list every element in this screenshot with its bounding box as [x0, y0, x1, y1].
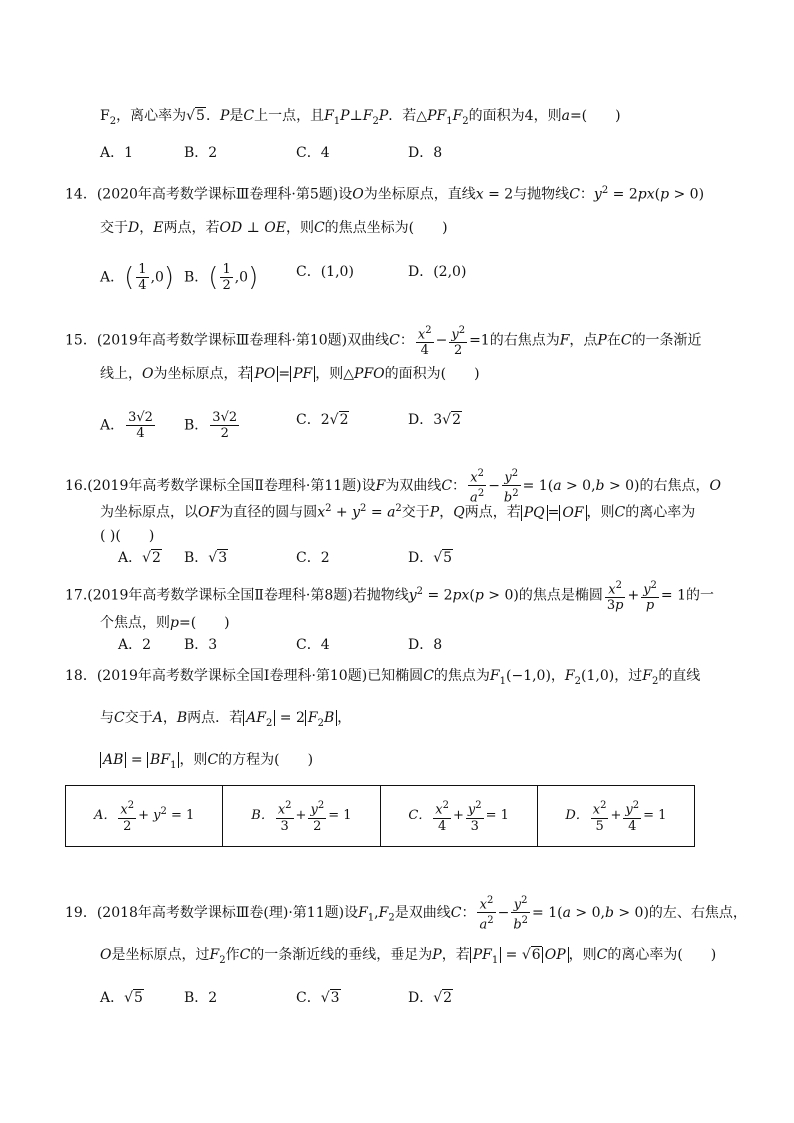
q14-option-d[interactable]: D．(2,0) — [408, 264, 467, 280]
q19-option-a[interactable]: A．√5 — [100, 990, 143, 1006]
q13-option-b[interactable]: B．2 — [184, 145, 218, 161]
q13-option-a[interactable]: A．1 — [100, 145, 134, 161]
q18-stem-line3: AB = $BF_1$ ，则C的方程为( ) — [100, 750, 313, 776]
q17-stem-line2: 个焦点，则p=( ) — [100, 615, 230, 631]
q19-option-c[interactable]: C．√3 — [296, 990, 340, 1006]
q19-option-d[interactable]: D．√2 — [408, 990, 453, 1006]
q16-stem-line1: 16.(2019年高考数学课标全国Ⅱ卷理科·第11题)设F为双曲线C： $\frac{x^2}{a^2}$ − $\frac{y^2}{b^2}$ = 1(a > 0,b > 0)的右焦点，O — [65, 468, 721, 506]
q14-stem-line2: 交于D，E两点，若OD ⊥ OE，则C的焦点坐标为( ) — [100, 220, 448, 236]
q16-option-d[interactable]: D．√5 — [408, 550, 453, 566]
q17-option-a[interactable]: A．2 — [118, 637, 152, 653]
q19-option-b[interactable]: B．2 — [184, 990, 218, 1006]
q15-option-d[interactable]: D．3√2 — [408, 412, 461, 428]
q18-stem-line2: 与C交于A，B两点．若 $AF_2 = 2$ $F_2B$ ， — [100, 710, 352, 729]
q18-option-a[interactable]: A． $\frac{x^2}{2}$ + $y^2 = 1$ — [66, 786, 223, 847]
q15-option-a[interactable]: A． $\frac{3√2}{4}$ — [100, 410, 153, 441]
q18-option-b[interactable]: B． $\frac{x^2}{3}$ + $\frac{y^2}{2}$ = 1 — [223, 786, 380, 847]
q15-option-b[interactable]: B． $\frac{3√2}{2}$ — [184, 410, 238, 441]
q14-option-c[interactable]: C．(1,0) — [296, 264, 354, 280]
q17-option-b[interactable]: B．3 — [184, 637, 218, 653]
q19-stem-line2: O是坐标原点，过$F_2$作C的一条渐近线的垂线，垂足为P，若 $PF_1 = √6$ OP ，则C的离心率为( ) — [100, 947, 717, 966]
q13-stem: $F_2$，离心率为√5．P是C上一点，且$F_1P\perp F_2P$．若$\triangle PF_1F_2$的面积为4，则a=( ) — [100, 108, 621, 127]
q16-option-b[interactable]: B．√3 — [184, 550, 228, 566]
q17-option-d[interactable]: D．8 — [408, 637, 443, 653]
q18-option-d[interactable]: D． $\frac{x^2}{5}$ + $\frac{y^2}{4}$ = 1 — [537, 786, 694, 847]
q18-options-table — [65, 785, 695, 847]
q16-stem-line2: 为坐标原点，以OF为直径的圆与圆$x^2 + y^2 = a^2$交于P，Q两点，若 PQ = OF ，则C的离心率为 — [100, 503, 696, 521]
q17-option-c[interactable]: C．4 — [296, 637, 330, 653]
q18-stem-line1: 18．(2019年高考数学课标全国Ⅰ卷理科·第10题)已知椭圆C的焦点为$F_1(-1,0)$，$F_2(1,0)$，过$F_2$的直线 — [65, 668, 701, 687]
q16-option-a[interactable]: A．√2 — [118, 550, 161, 566]
q19-stem-line1: 19．(2018年高考数学课标Ⅲ卷(理)·第11题)设$F_1,F_2$是双曲线C： $\frac{x^2}{a^2}$ − $\frac{y^2}{b^2}$ = 1(a > 0,b > 0)的左、右焦点， — [65, 895, 747, 933]
q14-option-a[interactable]: A．( $\frac{1}{4}$ ,0) — [100, 262, 175, 293]
q17-stem-line1: 17.(2019年高考数学课标全国Ⅱ卷理科·第8题)若抛物线$y^2 = 2px(p > 0)$的焦点是椭圆 $\frac{x^2}{3p}$ + $\frac{y^2}{p}$ = 1的一 — [65, 580, 715, 614]
q16-option-c[interactable]: C．2 — [296, 550, 330, 566]
q15-stem-line2: 线上，O为坐标原点，若 PO = PF ，则△PFO的面积为( ) — [100, 366, 480, 382]
q18-option-c[interactable]: C． $\frac{x^2}{4}$ + $\frac{y^2}{3}$ = 1 — [380, 786, 537, 847]
q14-option-b[interactable]: B．( $\frac{1}{2}$ ,0) — [184, 262, 259, 293]
q14-stem-line1: 14．(2020年高考数学课标Ⅲ卷理科·第5题)设O为坐标原点，直线x = 2与抛物线C：$y^2 = 2px(p > 0)$ — [65, 185, 705, 203]
q13-option-c[interactable]: C．4 — [296, 145, 330, 161]
q16-stem-line3: ( )( ) — [100, 528, 155, 544]
q15-stem-line1: 15．(2019年高考数学课标Ⅲ卷理科·第10题)双曲线C： $\frac{x^2}{4}$ − $\frac{y^2}{2}$ =1的右焦点为F，点P在C的一条渐近 — [65, 325, 702, 359]
q15-option-c[interactable]: C．2√2 — [296, 412, 349, 428]
q13-option-d[interactable]: D．8 — [408, 145, 443, 161]
